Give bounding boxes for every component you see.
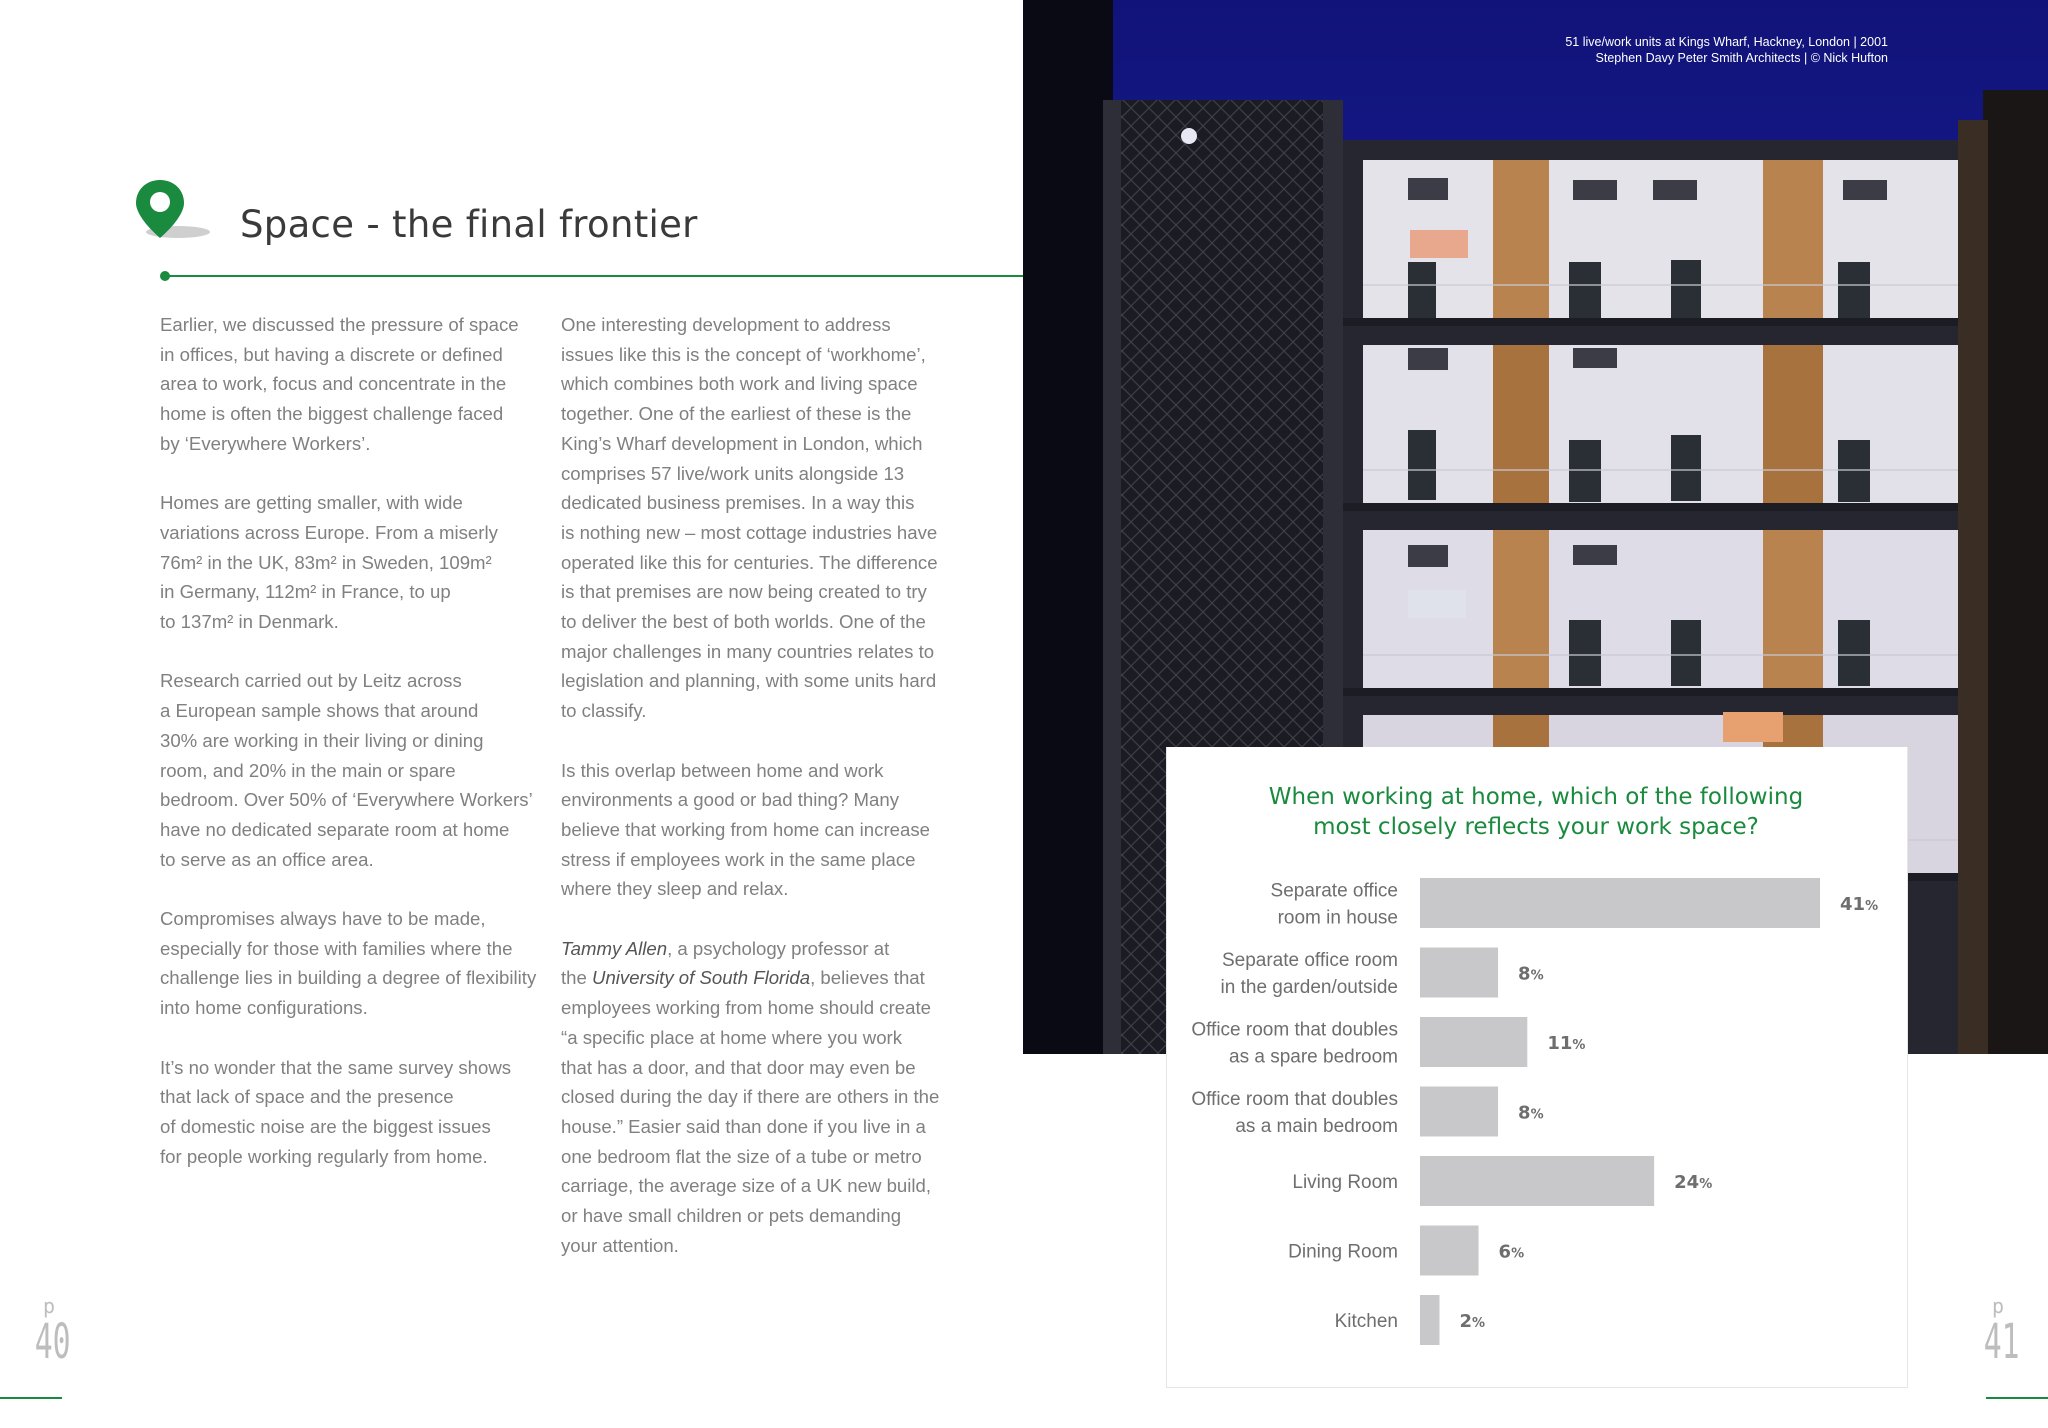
folio-rule-right bbox=[1986, 1397, 2048, 1399]
value-label: 8% bbox=[1518, 963, 1544, 985]
category-label: Kitchen bbox=[1334, 1311, 1398, 1332]
photo-caption bbox=[1565, 34, 1888, 66]
category-label: Separate office room in the garden/outside bbox=[1220, 950, 1398, 998]
bar bbox=[1420, 1295, 1440, 1345]
chart-title-line: When working at home, which of the following bbox=[1268, 784, 1804, 810]
page-number-value: 41 bbox=[1983, 1314, 2020, 1370]
paragraph-text: , a psychology professor at the bbox=[561, 937, 890, 989]
paragraph: Earlier, we discussed the pressure of space in offices, but having a discrete or defined area to work, focus and concentrate in the home is often the biggest challenge faced by ‘Everywhere Workers’. bbox=[160, 314, 519, 454]
value-label: 8% bbox=[1518, 1102, 1544, 1124]
divider-dot-left bbox=[160, 271, 170, 281]
category-label: Office room that doubles as a spare bedroom bbox=[1191, 1019, 1398, 1068]
value-label: 6% bbox=[1498, 1241, 1525, 1263]
chart-title-line: most closely reflects your work space? bbox=[1313, 814, 1759, 840]
folio-rule-left bbox=[0, 1397, 62, 1399]
paragraph: Homes are getting smaller, with wide variations across Europe. From a miserly 76m² in the UK, 83m² in Sweden, 109m² in Germany, 112m² in France, to up to 137m² in Denmark. bbox=[160, 492, 498, 633]
bar bbox=[1420, 1226, 1479, 1276]
bar bbox=[1420, 1087, 1498, 1137]
paragraph bbox=[561, 934, 961, 1261]
value-label: 41% bbox=[1840, 894, 1879, 915]
institution-name: University of South Florida bbox=[592, 967, 811, 989]
category-label: Living Room bbox=[1292, 1172, 1398, 1193]
bar bbox=[1420, 1156, 1654, 1206]
value-label: 24% bbox=[1674, 1172, 1713, 1193]
bar bbox=[1420, 878, 1820, 928]
page-number-value: 40 bbox=[34, 1314, 71, 1370]
paragraph: One interesting development to address issues like this is the concept of ‘workhome’, which combines both work and living space together. One of the earliest of these is the King’s Wharf development in London, which comprises 57 live/work units alongside 13 dedicated business premises. In a way this is nothing new – most cottage industries have operated like this for centuries. The difference is that premises are now being created to try to deliver the best of both worlds. One of the major challenges in many countries relates to legislation and planning, with some units hard to classify. bbox=[561, 314, 938, 722]
page-number-left bbox=[26, 1296, 72, 1368]
page-number-prefix: p bbox=[1991, 1294, 2005, 1318]
value-label: 2% bbox=[1459, 1311, 1486, 1332]
location-pin-icon bbox=[132, 176, 212, 246]
caption-line: 51 live/work units at Kings Wharf, Hackney, London | 2001 bbox=[1565, 35, 1888, 49]
chart-title bbox=[1166, 782, 1906, 842]
page-number-right bbox=[1975, 1296, 2021, 1368]
bar bbox=[1420, 948, 1498, 998]
category-label: Dining Room bbox=[1288, 1241, 1398, 1263]
bar-chart bbox=[1166, 860, 1906, 1360]
paragraph: Compromises always have to be made, especially for those with families where the challenge lies in building a degree of flexibility into home configurations. bbox=[160, 908, 537, 1019]
category-label: Separate office room in house bbox=[1270, 880, 1398, 929]
paragraph: Research carried out by Leitz across a European sample shows that around 30% are working in their living or dining room, and 20% in the main or spare bedroom. Over 50% of ‘Everywhere Workers’ have no dedicated separate room at home to serve as an office area. bbox=[160, 670, 533, 870]
category-label: Office room that doubles as a main bedroom bbox=[1191, 1089, 1398, 1137]
page-title: Space - the final frontier bbox=[240, 203, 698, 246]
body-column-left bbox=[160, 310, 540, 1201]
page-number-prefix: p bbox=[42, 1294, 56, 1318]
bar bbox=[1420, 1017, 1527, 1067]
caption-credit: Stephen Davy Peter Smith Architects | © Nick Hufton bbox=[1595, 51, 1888, 65]
person-name: Tammy Allen bbox=[561, 937, 668, 959]
paragraph: It’s no wonder that the same survey shows that lack of space and the presence of domestic noise are the biggest issues for people working regularly from home. bbox=[160, 1056, 512, 1167]
paragraph-text: , believes that employees working from home should create “a specific place at home where you work that has a door, and that door may even be closed during the day if there are others in the house.” Easier said than done if you live in a one bedroom flat the size of a tube or metro carriage, the average size of a UK new build, or have small children or pets demanding your attention. bbox=[561, 967, 940, 1256]
value-label: 11% bbox=[1547, 1033, 1586, 1054]
body-column-right bbox=[561, 310, 961, 1290]
paragraph: Is this overlap between home and work environments a good or bad thing? Many believe that working from home can increase stress if employees work in the same place where they sleep and relax. bbox=[561, 759, 930, 900]
